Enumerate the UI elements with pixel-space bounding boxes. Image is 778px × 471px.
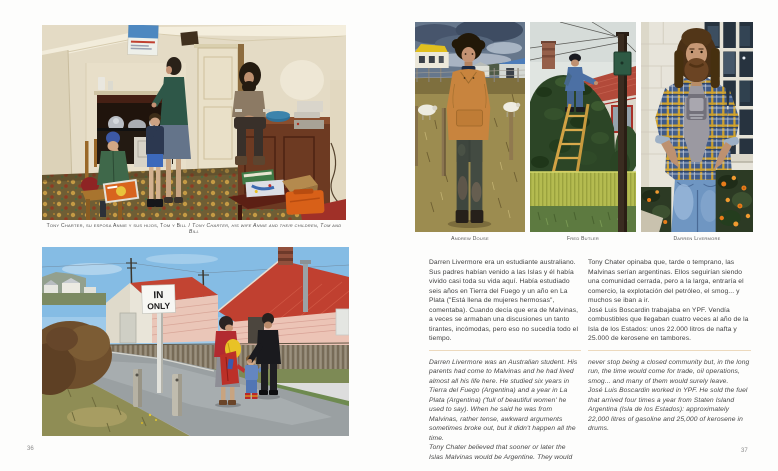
page-number-left: 36 <box>27 446 34 452</box>
caption-spanish: Tony Charter, su esposa Annie y sus hijos, Tom y Bill <box>46 223 187 229</box>
photo-fred-butler <box>530 22 636 232</box>
paragraph-en-boscardin: José Luis Boscardin worked in YPF. He sold the fuel that arrived four times a year from Staten Island Argentina (Isla de los Estados): approximately 22,000 litres of gasoline and 25,000 of kerosene in drums. <box>588 387 748 433</box>
paragraph-en-chater-end: never stop being a closed community but, in the long run, the time would come for trade, oil operations, smog... and many of them would surely leave. <box>588 358 750 385</box>
text-column-1 <box>429 258 581 462</box>
paragraph-es-chater: Tony Chater opinaba que, tarde o temprano, las Malvinas serían argentinas. Ellos seguirían siendo una comunidad cerrada, pero a la larga, entraría el comercio, la explotación del petróleo, el smog... y muchos se iban a ir. <box>588 259 744 305</box>
photo-charter-family-interior <box>42 25 346 220</box>
family-interior-illustration <box>42 25 346 220</box>
paragraph-en-chater-start: Tony Chater believed that sooner or later the Islas Malvinas would be Argentine. They would <box>429 444 573 461</box>
paragraph-es-darren: Darren Livermore era un estudiante australiano. Sus padres habían venido a las Islas y él había vivido casi toda su vida aquí. Había estudiado seis años en Tierra del Fuego y un año en La Plata ("Está llena de mujeres hermosas", comentaba). Cuando decía que era de Malvinas, a veces se armaban una discusiones un tanto tirantes, incómodas, pero eso no sucedía todo el tiempo. <box>429 259 579 343</box>
paragraph-en-darren: Darren Livermore was an Australian student. His parents had come to Malvinas and he had lived almost all his life here. He studied six years in Tierra del Fuego (Argentina) and a year in La Plata (Argentina) ('full of beautiful women' he used to say). When he said he was from Malvinas, rather tense, awkward arguments sometimes broke out, but it didn't happen all the time. <box>429 358 578 442</box>
column-divider-rule <box>588 350 751 351</box>
caption-english: Tony Charter, his wife Annie and their children, Tom and Bill <box>189 223 342 235</box>
wall-poster <box>127 25 158 56</box>
photo-darren-livermore <box>641 22 753 232</box>
column-divider-rule <box>429 350 581 351</box>
photo-andrew-douse <box>415 22 525 232</box>
caption-fred-butler: Fred Butler <box>566 236 600 242</box>
caption-divider: / <box>188 223 191 229</box>
street-scene-illustration <box>42 247 349 436</box>
caption-charter-family <box>42 223 346 235</box>
darren-livermore-illustration <box>641 22 753 232</box>
caption-andrew-douse: Andrew Douse <box>451 236 489 242</box>
paragraph-es-boscardin: José Luis Boscardin trabajaba en YPF. Vendía combustibles que llegaban cuatro veces al año de la Isla de los Estados: unos 22.000 litros de nafta y 25.000 de kerosene en tambores. <box>588 306 749 343</box>
fred-butler-illustration <box>530 22 636 232</box>
text-column-2 <box>588 258 751 434</box>
caption-darren-livermore: Darren Livermore <box>673 236 721 242</box>
andrew-douse-illustration <box>415 22 525 232</box>
sign-line-2: ONLY <box>147 300 171 312</box>
page-number-right: 37 <box>741 448 748 454</box>
sign-line-1: IN <box>153 289 164 302</box>
photo-stanley-street <box>42 247 349 436</box>
